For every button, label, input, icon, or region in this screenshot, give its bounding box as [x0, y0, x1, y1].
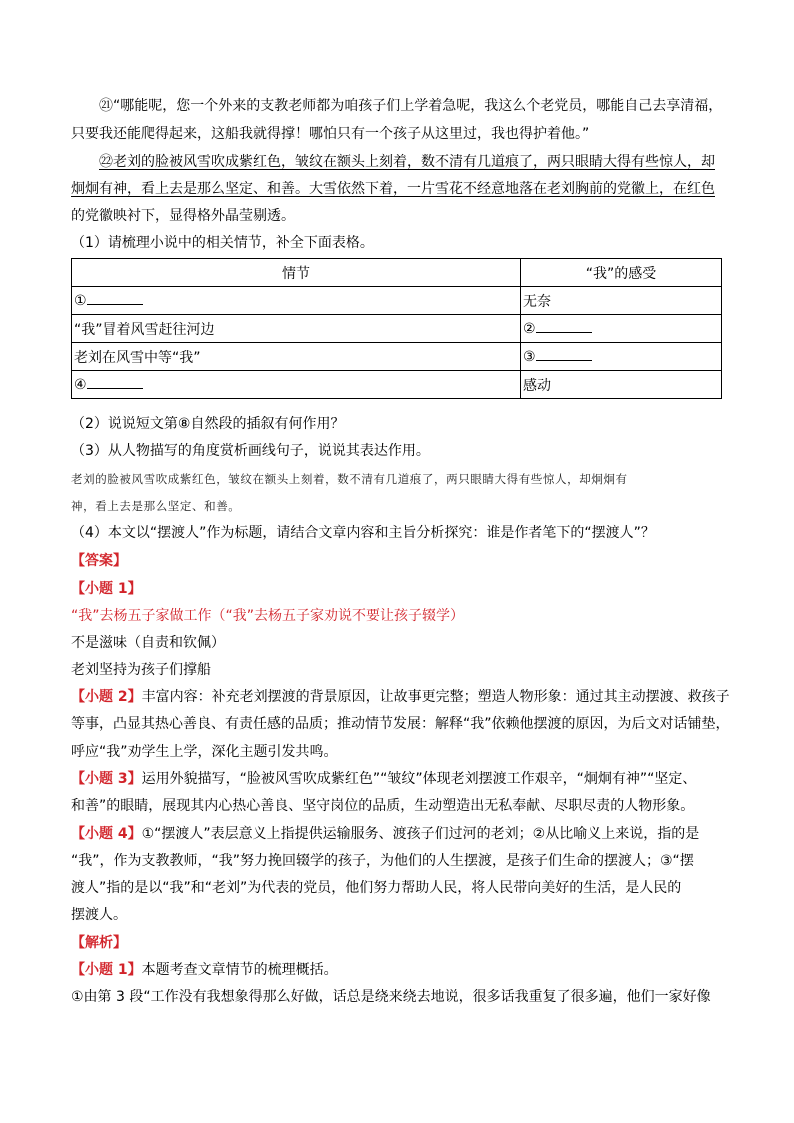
table-row: [72, 287, 722, 315]
feeling-cell: [521, 315, 722, 343]
answer-blank: [536, 348, 592, 361]
table-row: [72, 343, 722, 371]
answer-sub2-tag: 【小题 2】: [71, 689, 142, 705]
question-1: （1）请梳理小说中的相关情节，补全下面表格。: [71, 235, 374, 251]
answer-sub2-line-1: [71, 688, 731, 706]
paragraph-21-line-2: 只要我还能爬得起来，这船我就得撑！哪怕只有一个孩子从这里过，我也得护着他。”: [71, 126, 590, 142]
cell-label: ①: [74, 293, 87, 309]
answer-sub4-line-2: “我”，作为支教教师，“我”努力挽回辍学的孩子，为他们的人生摆渡，是孩子们生命的摆渡人；③“摆: [71, 853, 694, 869]
cell-label: ④: [74, 377, 87, 393]
paragraph-22-line-1: ㉒老刘的脸被风雪吹成紫红色，皱纹在额头上刻着，数不清有几道痕了，两只眼睛大得有些惊人，却: [99, 154, 715, 170]
paragraph-22-line-3: 的党徽映衬下，显得格外晶莹剔透。: [71, 208, 295, 224]
analysis-heading: 【解析】: [71, 935, 127, 951]
analysis-sub1-tag: 【小题 1】: [71, 962, 142, 978]
answer-sub1-heading: 【小题 1】: [71, 581, 142, 597]
header-feeling: “我”的感受: [521, 259, 722, 287]
table-header-row: [72, 259, 722, 287]
answer-blank: [536, 320, 592, 333]
feeling-cell: [521, 343, 722, 371]
feeling-cell: 无奈: [521, 287, 722, 315]
question-3: （3）从人物描写的角度赏析画线句子，说说其表达作用。: [71, 443, 430, 459]
answer-sub4-line-4: 摆渡人。: [71, 907, 127, 923]
analysis-sub1-text: 本题考查文章情节的梳理概括。: [141, 962, 338, 978]
answer-sub3-line-1: [71, 770, 731, 788]
answer-sub1-item-3: 老刘坚持为孩子们撑船: [71, 662, 211, 678]
answer-sub2-line-2: 等事，凸显其热心善良、有责任感的品质；推动情节发展：解释“我”依赖他摆渡的原因，为后文对话铺垫，: [71, 716, 730, 732]
answer-sub2-text: 丰富内容：补充老刘摆渡的背景原因，让故事更完整；塑造人物形象：通过其主动摆渡、救孩子: [141, 689, 730, 705]
answer-sub3-tag: 【小题 3】: [71, 771, 142, 787]
answer-blank: [87, 292, 143, 305]
plot-cell: [72, 287, 521, 315]
question-3-quote-line-1: 老刘的脸被风雪吹成紫红色，皱纹在额头上刻着，数不清有几道痕了，两只眼睛大得有些惊人，却炯炯有: [71, 472, 628, 486]
answer-sub3-text: 运用外貌描写，“脸被风雪吹成紫红色”“皱纹”体现老刘摆渡工作艰辛，“炯炯有神”“坚定、: [141, 771, 697, 787]
answer-sub3-line-2: 和善”的眼睛，展现其内心热心善良、坚守岗位的品质，生动塑造出无私奉献、尽职尽责的人物形象。: [71, 798, 695, 814]
question-3-quote-line-2: 神，看上去是那么坚定、和善。: [71, 499, 241, 513]
answer-heading: 【答案】: [71, 553, 127, 569]
analysis-sub1-line-1: [71, 961, 731, 979]
answer-sub4-tag: 【小题 4】: [71, 826, 142, 842]
plot-cell: [72, 371, 521, 399]
cell-label: ②: [523, 321, 536, 337]
answer-sub4-line-1: [71, 825, 731, 843]
answer-sub1-item-1: “我”去杨五子家做工作（“我”去杨五子家劝说不要让孩子辍学）: [71, 608, 465, 624]
answer-sub4-text: ①“摆渡人”表层意义上指提供运输服务、渡孩子们过河的老刘；②从比喻义上来说，指的是: [141, 826, 700, 842]
cell-label: ③: [523, 349, 536, 365]
plot-cell: 老刘在风雪中等“我”: [72, 343, 521, 371]
answer-blank: [87, 376, 143, 389]
answer-sub2-line-3: 呼应“我”劝学生上学，深化主题引发共鸣。: [71, 744, 338, 760]
question-2: （2）说说短文第⑧自然段的插叙有何作用？: [71, 416, 345, 432]
question-4: （4）本文以“摆渡人”作为标题，请结合文章内容和主旨分析探究：谁是作者笔下的“摆渡人”？: [71, 525, 655, 541]
feeling-cell: 感动: [521, 371, 722, 399]
analysis-sub1-line-2: ①由第 3 段“工作没有我想象得那么好做，话总是绕来绕去地说，很多话我重复了很多遍，他们一家好像: [71, 989, 711, 1005]
plot-cell: “我”冒着风雪赶往河边: [72, 315, 521, 343]
table-row: [72, 371, 722, 399]
answer-sub1-item-2: 不是滋味（自责和钦佩）: [71, 635, 225, 651]
header-plot: 情节: [72, 259, 521, 287]
paragraph-22-line-2: [71, 180, 731, 198]
paragraph-21-line-1: ㉑“哪能呢，您一个外来的支教老师都为咱孩子们上学着急呢，我这么个老党员，哪能自己去享清福，: [99, 98, 723, 114]
answer-sub4-line-3: 渡人”指的是以“我”和“老刘”为代表的党员，他们努力帮助人民，将人民带向美好的生活，是人民的: [71, 880, 682, 896]
table-row: [72, 315, 722, 343]
plot-table: [71, 258, 722, 399]
underlined-sentence-end: 炯炯有神，看上去是那么坚定、和善。大雪依然下着，一片雪花不经意地落在老刘胸前的党徽上，在红色: [71, 181, 715, 197]
